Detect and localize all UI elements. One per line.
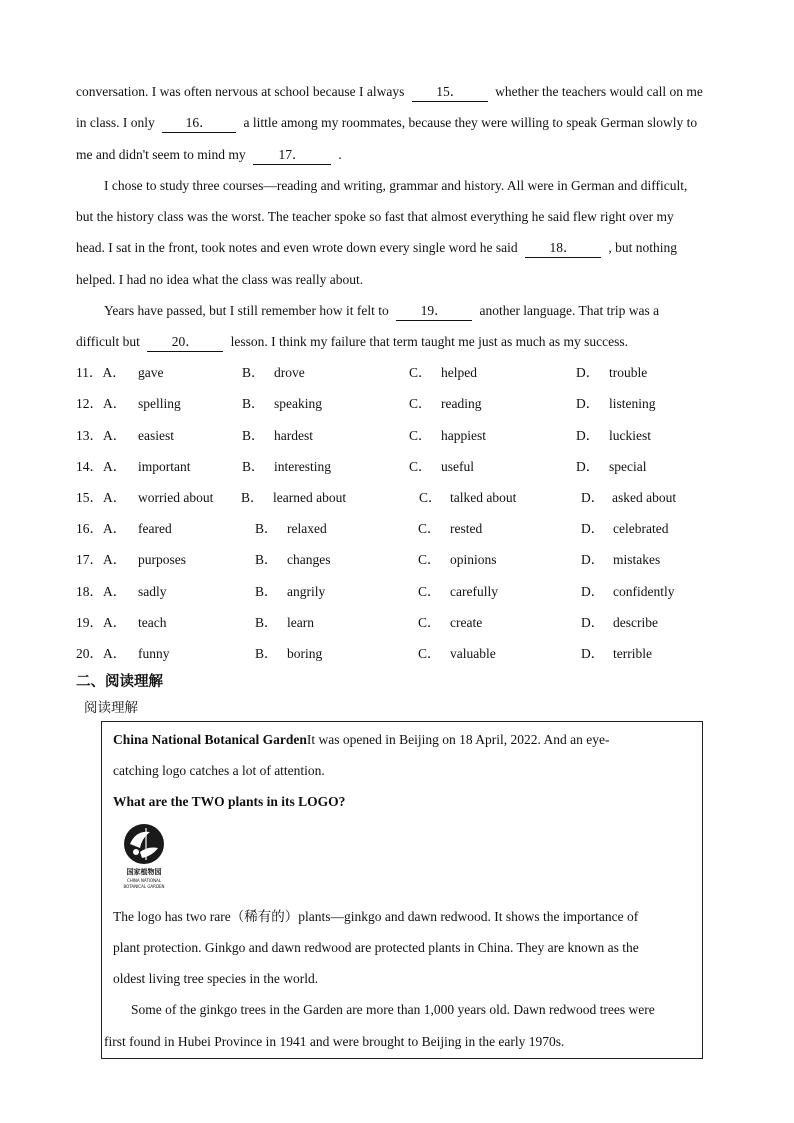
option-d[interactable]: mistakes	[613, 552, 661, 567]
option-a[interactable]: purposes	[138, 552, 186, 567]
option-b[interactable]: angrily	[287, 584, 326, 599]
box-line: Some of the ginkgo trees in the Garden are more than 1,000 years old. Dawn redwood trees were	[131, 1002, 655, 1017]
passage-line	[76, 239, 746, 258]
passage-text: conversation. I was often nervous at school because I always	[76, 84, 405, 99]
question-number: 17．A．	[76, 552, 127, 567]
passage-text: a little among my roommates, because they were willing to speak German slowly to	[243, 115, 698, 130]
passage-text: .	[338, 147, 342, 162]
option-d-label: D．	[581, 490, 605, 505]
option-b-label: B．	[242, 459, 265, 474]
option-c-label: C．	[418, 584, 441, 599]
garden-logo-icon	[116, 822, 176, 896]
option-c-label: C．	[418, 552, 441, 567]
blank-16: 16．	[162, 114, 236, 133]
option-b[interactable]: boring	[287, 646, 323, 661]
option-row-20	[76, 645, 756, 663]
option-b-label: B．	[255, 584, 278, 599]
blank-19: 19．	[396, 302, 472, 321]
option-a[interactable]: sadly	[138, 584, 167, 599]
option-b-label: B．	[241, 490, 264, 505]
option-d-label: D．	[581, 615, 605, 630]
option-d-label: D．	[576, 365, 600, 380]
option-c-label: C．	[418, 646, 441, 661]
garden-name: China National Botanical Garden	[113, 732, 307, 747]
blank-18: 18．	[525, 239, 601, 258]
garden-logo	[116, 822, 176, 896]
option-b[interactable]: learned about	[273, 490, 347, 505]
passage-text: another language. That trip was a	[479, 303, 660, 318]
option-row-19	[76, 614, 756, 632]
option-c-label: C．	[409, 365, 432, 380]
passage-text: difficult but	[76, 334, 140, 349]
passage-line: but the history class was the worst. The teacher spoke so fast that almost everything he said flew right over my	[76, 209, 674, 224]
option-b-label: B．	[255, 552, 278, 567]
option-row-16	[76, 520, 756, 538]
option-d-label: D．	[576, 428, 600, 443]
passage-text: lesson. I think my failure that term taught me just as much as my success.	[230, 334, 629, 349]
box-line: The logo has two rare（稀有的）plants—ginkgo and dawn redwood. It shows the importance of	[113, 909, 639, 924]
section-subtitle: 阅读理解	[84, 700, 138, 716]
question-number: 11．A．	[76, 365, 126, 380]
question-number: 16．A．	[76, 521, 127, 536]
option-c-label: C．	[419, 490, 442, 505]
passage-text: head. I sat in the front, took notes and even wrote down every single word he said	[76, 240, 518, 255]
box-line: first found in Hubei Province in 1941 and were brought to Beijing in the early 1970s.	[104, 1034, 565, 1049]
option-d-label: D．	[576, 396, 600, 411]
option-b-label: B．	[242, 396, 265, 411]
option-a[interactable]: gave	[138, 365, 164, 380]
option-d-label: D．	[581, 584, 605, 599]
option-b[interactable]: relaxed	[287, 521, 327, 536]
passage-text: , but nothing	[608, 240, 678, 255]
option-c[interactable]: rested	[450, 521, 483, 536]
option-b-label: B．	[255, 646, 278, 661]
option-b-label: B．	[255, 521, 278, 536]
option-c-label: C．	[418, 521, 441, 536]
question-number: 19．A．	[76, 615, 127, 630]
option-d[interactable]: confidently	[613, 584, 675, 599]
option-d-label: D．	[581, 521, 605, 536]
option-row-14	[76, 458, 756, 476]
box-line: plant protection. Ginkgo and dawn redwood are protected plants in China. They are known as the	[113, 940, 639, 955]
passage-text: me and didn't seem to mind my	[76, 147, 246, 162]
option-a[interactable]: important	[138, 459, 191, 474]
option-row-13	[76, 427, 756, 445]
svg-text:CHINA NATIONAL: CHINA NATIONAL	[126, 878, 162, 883]
option-c-label: C．	[418, 615, 441, 630]
passage-line	[76, 146, 746, 165]
option-b-label: B．	[255, 615, 278, 630]
passage-text: Years have passed, but I still remember how it felt to	[104, 303, 389, 318]
option-d[interactable]: terrible	[613, 646, 652, 661]
option-row-11	[76, 364, 756, 382]
question-number: 15．A．	[76, 490, 127, 505]
option-row-18	[76, 583, 756, 601]
option-a[interactable]: worried about	[138, 490, 214, 505]
option-a[interactable]: feared	[138, 521, 172, 536]
option-a[interactable]: funny	[138, 646, 170, 661]
option-b[interactable]: drove	[274, 365, 305, 380]
svg-text:BOTANICAL GARDEN: BOTANICAL GARDEN	[123, 884, 165, 889]
option-c[interactable]: create	[450, 615, 483, 630]
question-number: 13．A．	[76, 428, 127, 443]
passage-line: I chose to study three courses—reading and writing, grammar and history. All were in German and difficult,	[104, 178, 688, 193]
option-row-17	[76, 551, 756, 569]
box-line	[113, 731, 609, 749]
option-b[interactable]: interesting	[274, 459, 331, 474]
option-c-label: C．	[409, 396, 432, 411]
box-text: It was opened in Beijing on 18 April, 2022. And an eye-	[306, 732, 610, 747]
passage-line	[104, 302, 774, 321]
option-b[interactable]: learn	[287, 615, 314, 630]
box-line: oldest living tree species in the world.	[113, 971, 319, 986]
blank-20: 20．	[147, 333, 223, 352]
passage-text: whether the teachers would call on me	[495, 84, 703, 99]
question-number: 18．A．	[76, 584, 127, 599]
option-c[interactable]: carefully	[450, 584, 498, 599]
option-d-label: D．	[576, 459, 600, 474]
option-d[interactable]: celebrated	[613, 521, 669, 536]
blank-15: 15．	[412, 83, 488, 102]
reading-box	[101, 721, 703, 1059]
option-d[interactable]: trouble	[609, 365, 648, 380]
option-b[interactable]: changes	[287, 552, 331, 567]
passage-line	[76, 333, 746, 352]
option-a[interactable]: easiest	[138, 428, 174, 443]
option-d-label: D．	[581, 552, 605, 567]
option-b-label: B．	[242, 365, 265, 380]
option-c-label: C．	[409, 459, 432, 474]
option-c[interactable]: helped	[441, 365, 477, 380]
passage-line	[76, 114, 746, 133]
option-b[interactable]: hardest	[274, 428, 313, 443]
option-c[interactable]: talked about	[450, 490, 517, 505]
option-c-label: C．	[409, 428, 432, 443]
passage-line	[76, 83, 746, 102]
option-b[interactable]: speaking	[274, 396, 322, 411]
option-a[interactable]: spelling	[138, 396, 181, 411]
option-d[interactable]: luckiest	[609, 428, 651, 443]
passage-text: in class. I only	[76, 115, 155, 130]
svg-text:国家植物园: 国家植物园	[126, 868, 162, 876]
passage-line: helped. I had no idea what the class was really about.	[76, 272, 364, 287]
option-d[interactable]: special	[609, 459, 647, 474]
section-title: 二、阅读理解	[76, 674, 163, 690]
option-row-12	[76, 395, 756, 413]
question-number: 14．A．	[76, 459, 127, 474]
option-b-label: B．	[242, 428, 265, 443]
option-c[interactable]: reading	[441, 396, 482, 411]
option-d[interactable]: listening	[609, 396, 656, 411]
option-d[interactable]: asked about	[612, 490, 677, 505]
blank-17: 17．	[253, 146, 331, 165]
option-a[interactable]: teach	[138, 615, 167, 630]
box-question: What are the TWO plants in its LOGO?	[113, 794, 346, 809]
option-d[interactable]: describe	[613, 615, 658, 630]
option-c[interactable]: happiest	[441, 428, 486, 443]
question-number: 12．A．	[76, 396, 127, 411]
option-d-label: D．	[581, 646, 605, 661]
option-c[interactable]: useful	[441, 459, 474, 474]
option-c[interactable]: valuable	[450, 646, 496, 661]
question-number: 20．A．	[76, 646, 127, 661]
box-line: catching logo catches a lot of attention.	[113, 763, 325, 778]
option-row-15	[76, 489, 756, 507]
option-c[interactable]: opinions	[450, 552, 497, 567]
